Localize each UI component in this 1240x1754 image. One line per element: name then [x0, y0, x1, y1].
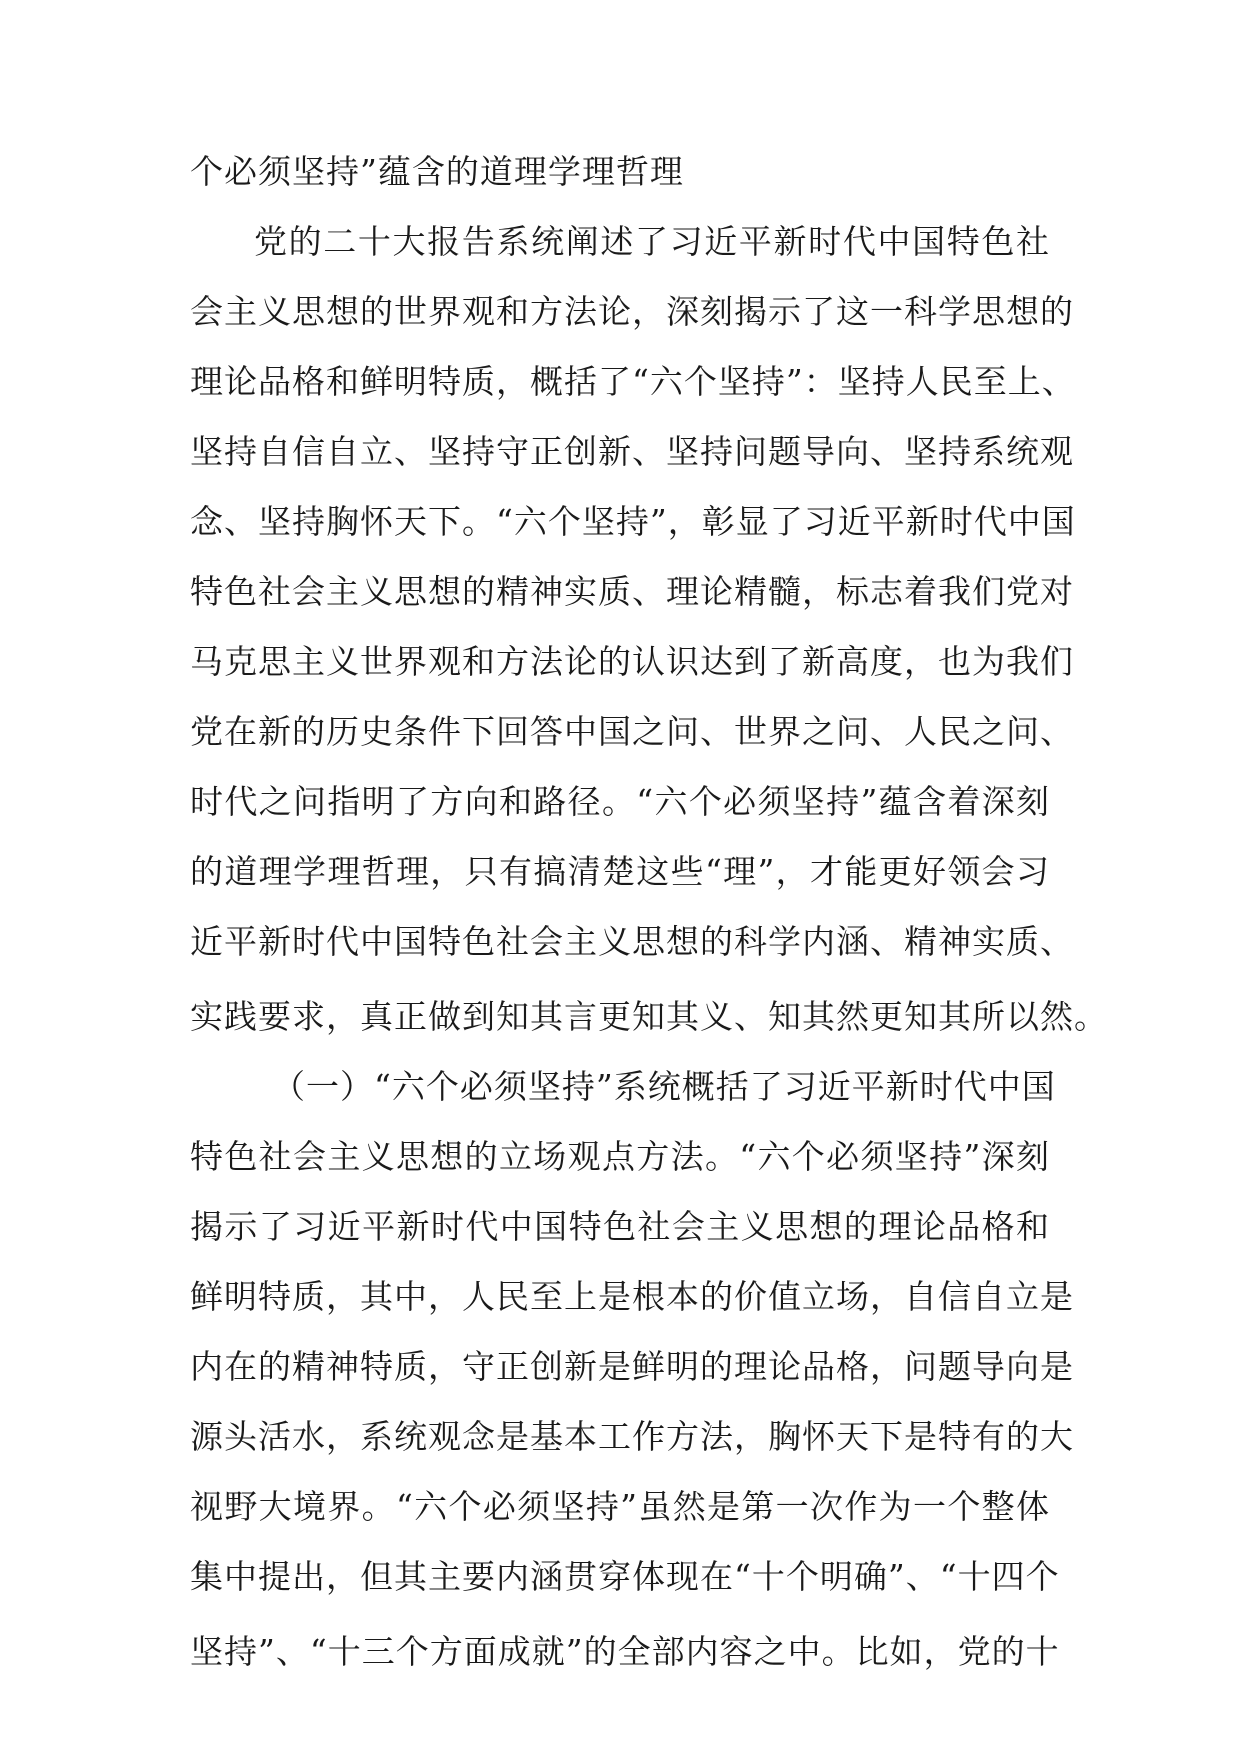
text-line: 特色社会主义思想的精神实质、理论精髓，标志着我们党对 [190, 572, 1074, 611]
paragraph-last-line: 实践要求，真正做到知其言更知其义、知其然更知其所以然。 [190, 997, 1108, 1036]
body-text [190, 152, 1108, 1705]
text-line: 个必须坚持”蕴含的道理学理哲理 [190, 152, 684, 191]
text-line: 鲜明特质，其中，人民至上是根本的价值立场，自信自立是 [190, 1277, 1074, 1316]
text-line: 内在的精神特质，守正创新是鲜明的理论品格，问题导向是 [190, 1347, 1074, 1386]
text-line: 的道理学理哲理，只有搞清楚这些“理”，才能更好领会习 [190, 852, 1050, 891]
text-line: 理论品格和鲜明特质，概括了“六个坚持”：坚持人民至上、 [190, 362, 1076, 401]
text-line: 坚持自信自立、坚持守正创新、坚持问题导向、坚持系统观 [190, 432, 1074, 471]
text-line: 近平新时代中国特色社会主义思想的科学内涵、精神实质、 [190, 922, 1074, 961]
text-line: 揭示了习近平新时代中国特色社会主义思想的理论品格和 [190, 1207, 1050, 1246]
section-heading-line: （一）“六个必须坚持”系统概括了习近平新时代中国 [272, 1067, 1056, 1106]
text-line: 会主义思想的世界观和方法论，深刻揭示了这一科学思想的 [190, 292, 1074, 331]
text-line: 时代之问指明了方向和路径。“六个必须坚持”蕴含着深刻 [190, 782, 1050, 821]
text-line: 念、坚持胸怀天下。“六个坚持”，彰显了习近平新时代中国 [190, 502, 1076, 541]
paragraph-first-line: 党的二十大报告系统阐述了习近平新时代中国特色社 [254, 222, 1050, 261]
text-line: 马克思主义世界观和方法论的认识达到了新高度，也为我们 [190, 642, 1074, 681]
text-line: 特色社会主义思想的立场观点方法。“六个必须坚持”深刻 [190, 1137, 1050, 1176]
text-line: 党在新的历史条件下回答中国之问、世界之问、人民之问、 [190, 712, 1074, 751]
text-line: 坚持”、“十三个方面成就”的全部内容之中。比如，党的十 [190, 1632, 1060, 1671]
text-line: 视野大境界。“六个必须坚持”虽然是第一次作为一个整体 [190, 1487, 1050, 1526]
text-line: 源头活水，系统观念是基本工作方法，胸怀天下是特有的大 [190, 1417, 1074, 1456]
text-line: 集中提出，但其主要内涵贯穿体现在“十个明确”、“十四个 [190, 1557, 1060, 1596]
